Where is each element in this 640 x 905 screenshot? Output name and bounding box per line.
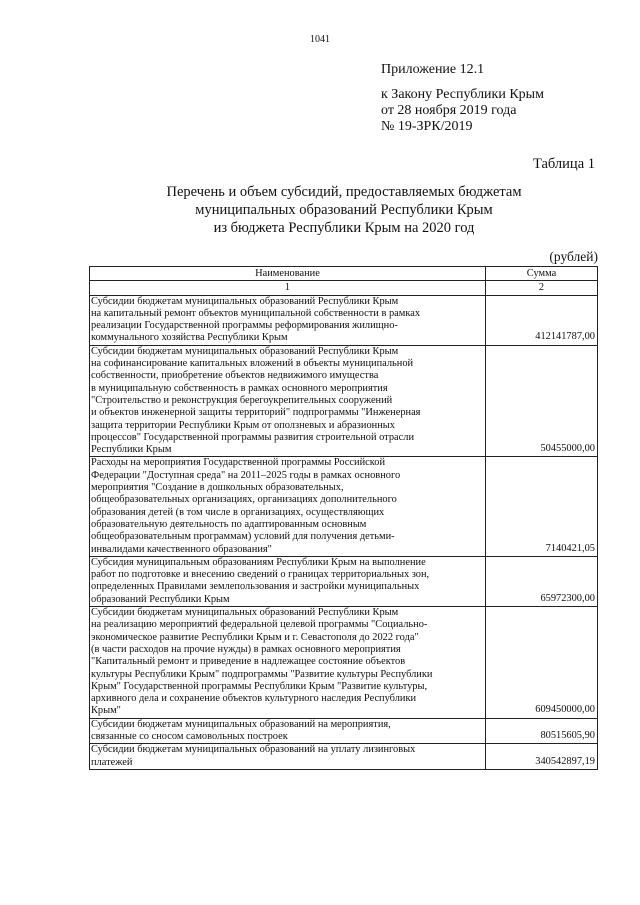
appendix-block bbox=[381, 62, 544, 135]
document-title-line: муниципальных образований Республики Крым bbox=[195, 202, 493, 218]
row-name: Субсидии бюджетам муниципальных образований на мероприятия, связанные со сносом самовольных построек bbox=[90, 718, 486, 744]
appendix-title: Приложение 12.1 bbox=[381, 62, 485, 77]
table-label: Таблица 1 bbox=[532, 156, 595, 172]
units-label: (рублей) bbox=[549, 249, 598, 264]
table-row bbox=[90, 718, 598, 744]
row-sum: 50455000,00 bbox=[486, 345, 598, 457]
table-row bbox=[90, 607, 598, 719]
row-name: Субсидии бюджетам муниципальных образований на уплату лизинговых платежей bbox=[90, 744, 486, 770]
page-number: 1041 bbox=[310, 34, 330, 45]
appendix-line: от 28 ноября 2019 года bbox=[381, 103, 517, 118]
row-sum: 340542897,19 bbox=[486, 744, 598, 770]
row-sum: 412141787,00 bbox=[486, 295, 598, 345]
row-sum: 80515605,90 bbox=[486, 718, 598, 744]
row-name: Субсидии бюджетам муниципальных образований Республики Крым на софинансирование капитальных вложений в объекты муниципальной собственности, приобретение объектов недвижимого имущества в муниципальную собственность в рамках основного мероприятия "Строительство и реконструкция берегоукрепительных сооружений и объектов инженерной защиты территорий" подпрограммы "Инженерная защита территории Республики Крым от оползневых и абразионных процессов" Государственной программы развития строительной отрасли Республики Крым bbox=[90, 345, 486, 457]
table-row bbox=[90, 556, 598, 606]
header-sum: Сумма bbox=[486, 267, 598, 281]
document-title bbox=[0, 183, 640, 237]
table-row bbox=[90, 457, 598, 556]
appendix-line: к Закону Республики Крым bbox=[381, 87, 544, 102]
document-title-line: из бюджета Республики Крым на 2020 год bbox=[213, 220, 475, 236]
row-sum: 7140421,05 bbox=[486, 457, 598, 556]
column-number: 2 bbox=[486, 281, 598, 295]
appendix-line: № 19-ЗРК/2019 bbox=[381, 119, 473, 134]
header-name: Наименование bbox=[90, 267, 486, 281]
table-row bbox=[90, 295, 598, 345]
row-name: Субсидии бюджетам муниципальных образований Республики Крым на капитальный ремонт объектов муниципальной собственности в рамках реализации Государственной программы реформирования жилищно- коммунального хозяйства Республики Крым bbox=[90, 295, 486, 345]
table-header-row bbox=[90, 267, 598, 281]
row-sum: 609450000,00 bbox=[486, 607, 598, 719]
row-sum: 65972300,00 bbox=[486, 556, 598, 606]
column-number: 1 bbox=[90, 281, 486, 295]
row-name: Субсидии бюджетам муниципальных образований Республики Крым на реализацию мероприятий федеральной целевой программы "Социально- экономическое развитие Республики Крым и г. Севастополя до 2022 года" (в части расходов на прочие нужды) в рамках основного мероприятия "Капитальный ремонт и приведение в надлежащее состояние объектов культуры Республики Крым" подпрограммы "Развитие культуры Республики Крым" Государственной программы Республики Крым "Развитие культуры, архивного дела и сохранение объектов культурного наследия Республики Крым" bbox=[90, 607, 486, 719]
document-title-line: Перечень и объем субсидий, предоставляемых бюджетам bbox=[166, 184, 522, 200]
row-name: Расходы на мероприятия Государственной программы Российской Федерации "Доступная среда" на 2011–2025 годы в рамках основного мероприятия "Создание в дошкольных образовательных, общеобразовательных организациях, организациях дополнительного образования детей (в том числе в организациях, осуществляющих образовательную деятельность по адаптированным основным общеобразовательным программам) условий для получения детьми- инвалидами качественного образования" bbox=[90, 457, 486, 556]
column-number-row bbox=[90, 281, 598, 295]
table-row bbox=[90, 345, 598, 457]
table-row bbox=[90, 744, 598, 770]
row-name: Субсидия муниципальным образованиям Республики Крым на выполнение работ по подготовке и внесению сведений о границах территориальных зон, определенных Правилами землепользования и застройки муниципальных образований Республики Крым bbox=[90, 556, 486, 606]
subsidies-table bbox=[89, 266, 598, 770]
